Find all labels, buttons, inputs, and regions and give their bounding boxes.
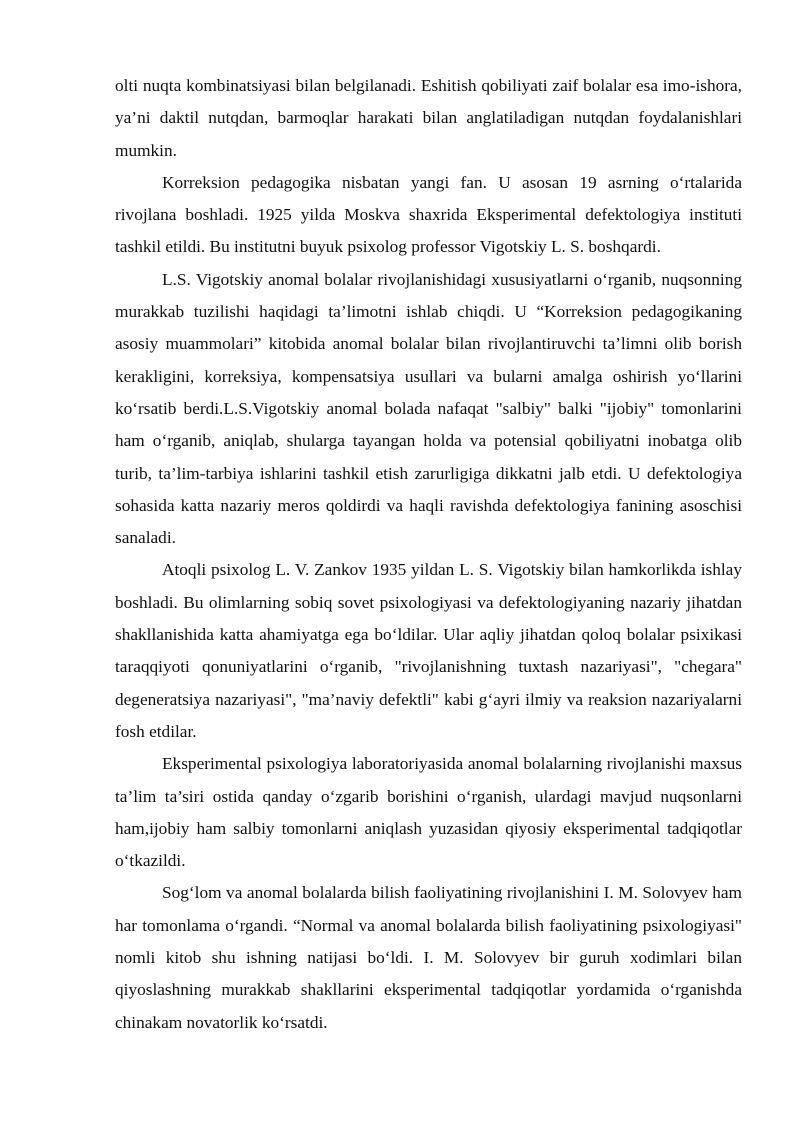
paragraph-solovyev: Sog‘lom va anomal bolalarda bilish faoliyatining rivojlanishini I. M. Solovyev ham har tomonlama o‘rgandi. “Normal va anomal bolalarda bilish faoliyatining psixologiyasi" nomli kitob shu ishning natijasi bo‘ldi. I. M. Solovyev bir guruh xodimlari bilan qiyoslashning murakkab shakllarini eksperimental tadqiqotlar yordamida o‘rganishda chinakam novatorlik ko‘rsatdi.	[115, 883, 742, 1032]
paragraph-continuation: olti nuqta kombinatsiyasi bilan belgilanadi. Eshitish qobiliyati zaif bolalar esa imo-ishora, ya’ni daktil nutqdan, barmoqlar harakati bilan anglatiladigan nutqdan foydalanishlari mumkin.	[115, 76, 742, 160]
paragraph-vigotskiy: L.S. Vigotskiy anomal bolalar rivojlanishidagi xususiyatlarni o‘rganib, nuqsonning murakkab tuzilishi haqidagi ta’limotni ishlab chiqdi. U “Korreksion pedagogikaning asosiy muammolari” kitobida anomal bolalar bilan rivojlantiruvchi ta’limni olib borish kerakligini, korreksiya, kompensatsiya usullari va bularni amalga oshirish yo‘llarini ko‘rsatib berdi.L.S.Vigotskiy anomal bolada nafaqat "salbiy" balki "ijobiy" tomonlarini ham o‘rganib, aniqlab, shularga tayangan holda va potensial qobiliyatni inobatga olib turib, ta’lim-tarbiya ishlarini tashkil etish zarurligiga dikkatni jalb etdi. U defektologiya sohasida katta nazariy meros qoldirdi va haqli ravishda defektologiya fanining asoschisi sanaladi.	[115, 269, 742, 548]
paragraph-zankov: Atoqli psixolog L. V. Zankov 1935 yildan L. S. Vigotskiy bilan hamkorlikda ishlay boshladi. Bu olimlarning sobiq sovet psixologiyasi va defektologiyaning nazariy jihatdan shakllanishida katta ahamiyatga ega bo‘ldilar. Ular aqliy jihatdan qoloq bolalar psixikasi taraqqiyoti qonuniyatlarini o‘rganib, "rivojlanishning tuxtash nazariyasi", "chegara" degeneratsiya nazariyasi", "ma’naviy defektli" kabi g‘ayri ilmiy va reaksion nazariyalarni fosh etdilar.	[115, 560, 742, 741]
paragraph-eksperimental-laboratoriya: Eksperimental psixologiya laboratoriyasida anomal bolalarning rivojlanishi maxsus ta’lim ta’siri ostida qanday o‘zgarib borishini o‘rganish, ulardagi mavjud nuqsonlarni ham,ijobiy ham salbiy tomonlarni aniqlash yuzasidan qiyosiy eksperimental tadqiqotlar o‘tkazildi.	[115, 754, 742, 871]
document-page	[115, 70, 742, 1039]
paragraph-korreksion-pedagogika: Korreksion pedagogika nisbatan yangi fan. U asosan 19 asrning o‘rtalarida rivojlana boshladi. 1925 yilda Moskva shaxrida Eksperimental defektologiya instituti tashkil etildi. Bu institutni buyuk psixolog professor Vigotskiy L. S. boshqardi.	[115, 172, 742, 257]
